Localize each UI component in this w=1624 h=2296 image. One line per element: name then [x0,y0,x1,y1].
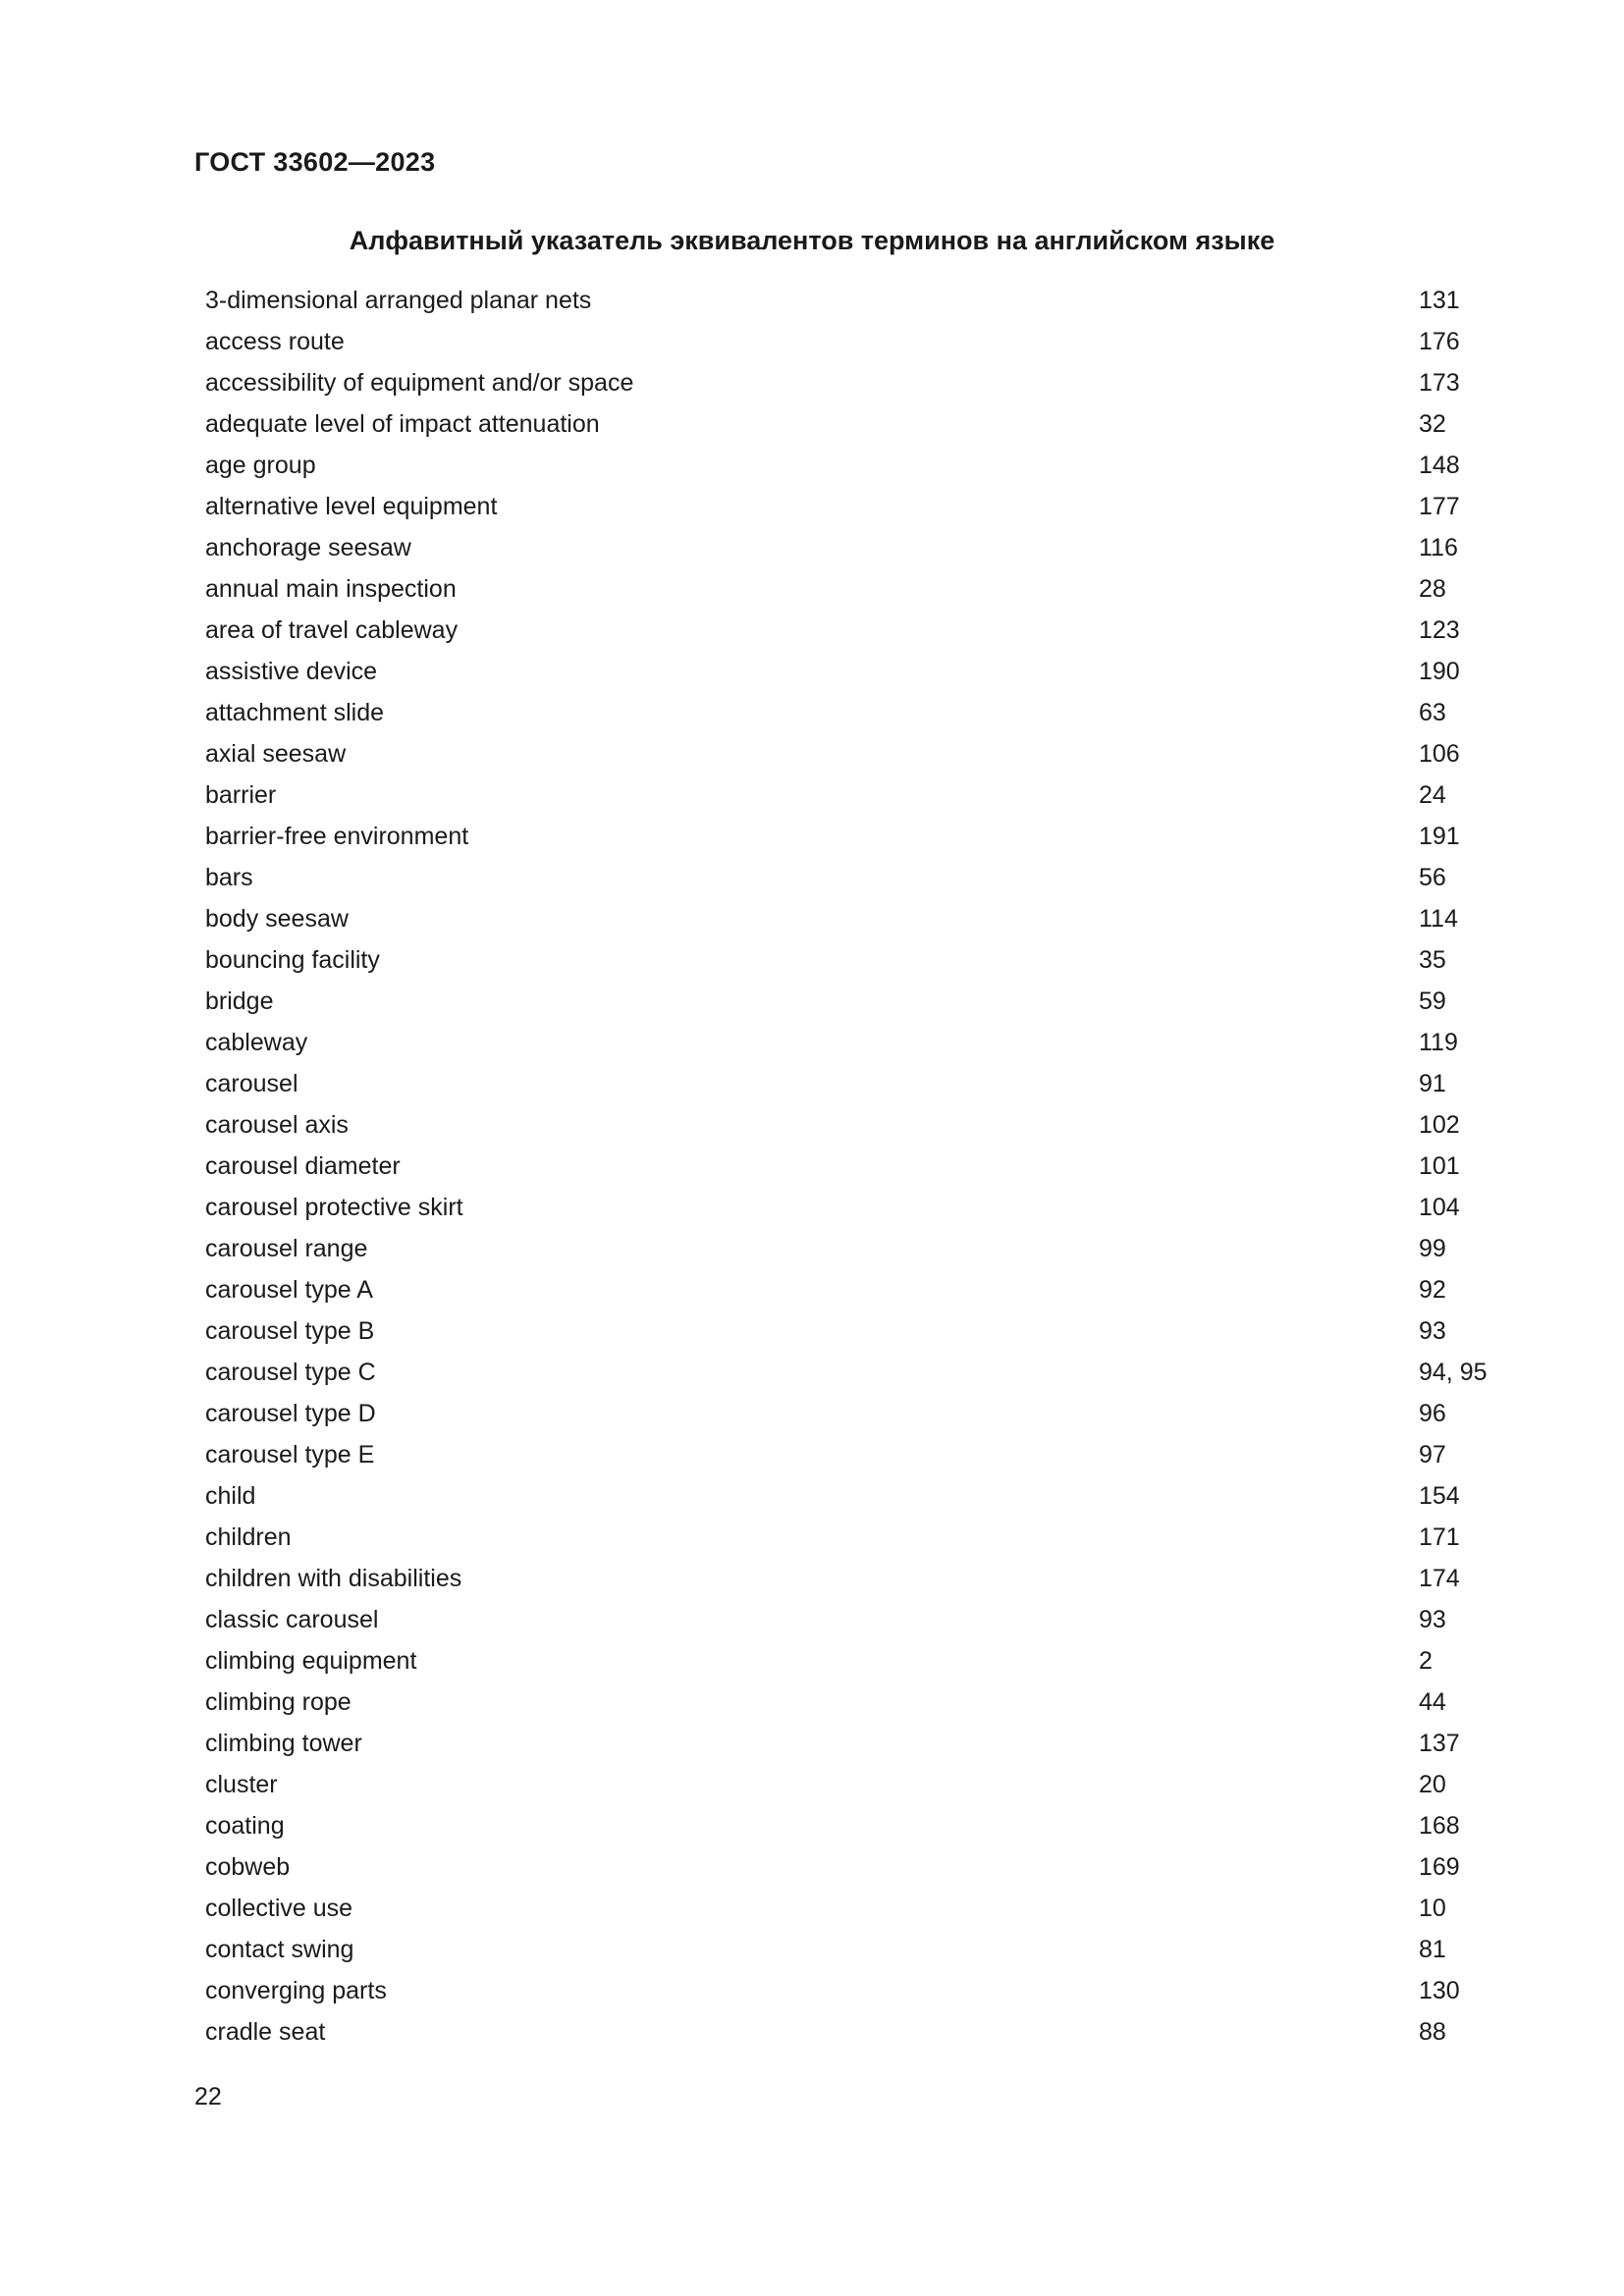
index-term: climbing tower [205,1730,362,1757]
index-term-reference: 114 [1419,905,1458,933]
index-term-reference: 10 [1419,1895,1446,1922]
index-term: cradle seat [205,2018,326,2046]
term-index-list [205,286,1511,2058]
index-term-reference: 44 [1419,1688,1446,1716]
index-row [205,1316,1511,1358]
index-term: 3-dimensional arranged planar nets [205,287,592,314]
index-row [205,1110,1511,1151]
index-term-reference: 191 [1419,823,1460,850]
index-row [205,822,1511,863]
index-term: contact swing [205,1936,354,1963]
index-row [205,2017,1511,2058]
index-term: carousel type C [205,1359,376,1386]
index-row [205,1193,1511,1234]
index-term-reference: 63 [1419,699,1446,726]
index-term-reference: 131 [1419,287,1460,314]
index-term-reference: 99 [1419,1235,1446,1262]
index-term-reference: 94, 95 [1419,1359,1488,1386]
index-term: carousel diameter [205,1152,401,1180]
index-row [205,987,1511,1028]
index-term: converging parts [205,1977,387,2004]
index-term-reference: 116 [1419,534,1458,561]
index-row [205,1440,1511,1481]
index-term-reference: 123 [1419,616,1460,644]
index-term-reference: 104 [1419,1194,1460,1221]
index-term-reference: 59 [1419,988,1446,1015]
index-term: climbing rope [205,1688,352,1716]
index-row [205,863,1511,904]
index-row [205,1687,1511,1729]
index-term: annual main inspection [205,575,457,603]
index-term-reference: 91 [1419,1070,1446,1097]
index-term-reference: 148 [1419,452,1460,479]
index-term: carousel range [205,1235,368,1262]
index-row [205,1028,1511,1069]
index-row [205,1770,1511,1811]
index-row [205,368,1511,409]
index-row [205,1976,1511,2017]
index-row [205,451,1511,492]
index-term-reference: 137 [1419,1730,1460,1757]
index-term-reference: 102 [1419,1111,1460,1139]
index-term-reference: 173 [1419,369,1460,397]
index-term: child [205,1482,256,1510]
index-term: cobweb [205,1853,291,1881]
index-term: bars [205,864,253,891]
index-term-reference: 93 [1419,1606,1446,1633]
index-term-reference: 97 [1419,1441,1446,1468]
index-row [205,1069,1511,1110]
index-term: attachment slide [205,699,385,726]
index-term-reference: 28 [1419,575,1446,603]
index-term-reference: 190 [1419,658,1460,685]
index-term-reference: 96 [1419,1400,1446,1427]
index-term: assistive device [205,658,378,685]
index-row [205,533,1511,574]
index-term: children with disabilities [205,1565,462,1592]
index-row [205,1522,1511,1564]
index-row [205,1811,1511,1852]
index-row [205,327,1511,368]
index-row [205,1358,1511,1399]
index-row [205,904,1511,945]
index-row [205,1481,1511,1522]
index-row [205,1894,1511,1935]
index-term: accessibility of equipment and/or space [205,369,634,397]
index-term-reference: 101 [1419,1152,1460,1180]
index-term: cableway [205,1029,308,1056]
index-term: alternative level equipment [205,493,498,520]
index-term-reference: 106 [1419,740,1460,768]
index-term-reference: 176 [1419,328,1460,355]
index-term: coating [205,1812,285,1840]
index-row [205,1852,1511,1894]
index-term-reference: 56 [1419,864,1446,891]
index-term: barrier-free environment [205,823,469,850]
index-row [205,739,1511,780]
index-term-reference: 32 [1419,410,1446,438]
index-term: axial seesaw [205,740,347,768]
index-term-reference: 154 [1419,1482,1460,1510]
index-term: carousel protective skirt [205,1194,463,1221]
index-term-reference: 2 [1419,1647,1433,1675]
index-row [205,286,1511,327]
index-term: barrier [205,781,277,809]
index-row [205,1234,1511,1275]
index-term-reference: 81 [1419,1936,1446,1963]
index-row [205,1399,1511,1440]
index-term-reference: 35 [1419,946,1446,974]
index-row [205,574,1511,615]
index-row [205,492,1511,533]
index-term-reference: 20 [1419,1771,1446,1798]
index-term: anchorage seesaw [205,534,411,561]
index-term-reference: 168 [1419,1812,1460,1840]
index-row [205,657,1511,698]
index-term-reference: 88 [1419,2018,1446,2046]
index-term: collective use [205,1895,353,1922]
index-term: climbing equipment [205,1647,417,1675]
index-term-reference: 93 [1419,1317,1446,1345]
page-number: 22 [194,2083,222,2110]
index-row [205,1151,1511,1193]
index-term: cluster [205,1771,278,1798]
index-row [205,615,1511,657]
index-row [205,1729,1511,1770]
index-term: carousel [205,1070,298,1097]
index-term-reference: 174 [1419,1565,1460,1592]
index-term: bridge [205,988,274,1015]
index-row [205,1646,1511,1687]
index-term: carousel axis [205,1111,349,1139]
index-title: Алфавитный указатель эквивалентов терминов на английском языке [349,226,1275,255]
index-term-reference: 24 [1419,781,1446,809]
index-row [205,698,1511,739]
index-term: carousel type A [205,1276,373,1304]
index-term: adequate level of impact attenuation [205,410,600,438]
index-term-reference: 119 [1419,1029,1458,1056]
index-term-reference: 169 [1419,1853,1460,1881]
index-term: bouncing facility [205,946,380,974]
document-code: ГОСТ 33602—2023 [194,147,436,177]
index-term: area of travel cableway [205,616,459,644]
index-row [205,1605,1511,1646]
index-row [205,1275,1511,1316]
index-term: body seesaw [205,905,349,933]
index-term: carousel type B [205,1317,375,1345]
index-term-reference: 130 [1419,1977,1460,2004]
index-term-reference: 177 [1419,493,1460,520]
index-term: children [205,1523,292,1551]
index-term: access route [205,328,345,355]
index-row [205,1564,1511,1605]
index-row [205,945,1511,987]
index-term-reference: 92 [1419,1276,1446,1304]
index-row [205,409,1511,451]
index-term: carousel type E [205,1441,375,1468]
index-row [205,1935,1511,1976]
index-row [205,780,1511,822]
index-term: age group [205,452,316,479]
index-term: carousel type D [205,1400,376,1427]
index-term-reference: 171 [1419,1523,1460,1551]
index-term: classic carousel [205,1606,379,1633]
